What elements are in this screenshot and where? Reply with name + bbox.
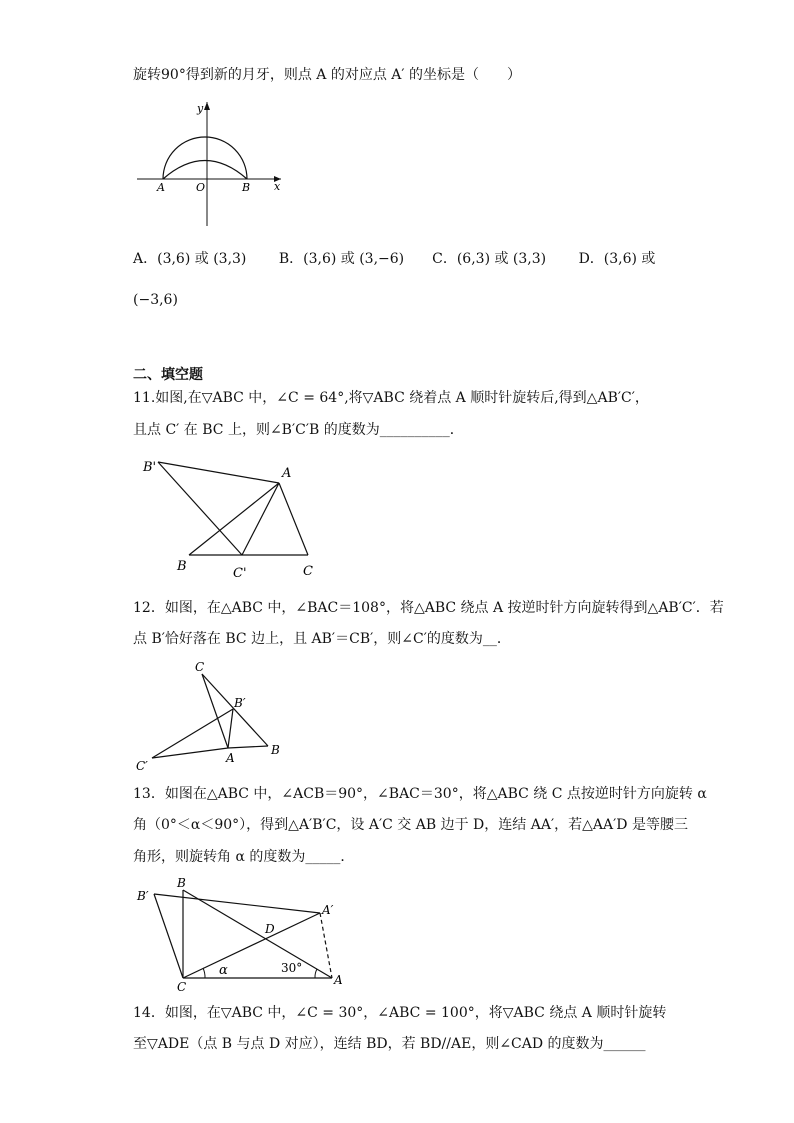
seg-AB — [228, 746, 268, 748]
seg-C1B1 — [152, 709, 233, 758]
label-A: A — [226, 751, 235, 765]
label-O: O — [196, 181, 206, 194]
seg-B1A1 — [154, 894, 320, 913]
label-C: C — [195, 660, 205, 674]
label-A: A — [334, 973, 343, 987]
q13-figure — [135, 874, 350, 992]
label-B: B — [177, 559, 187, 574]
seg-BA — [189, 483, 279, 555]
inner-arc — [163, 161, 247, 180]
seg-C1A — [152, 748, 228, 758]
label-C1: C′ — [136, 759, 148, 773]
q11-line1: 11.如图,在▽ABC 中，∠C = 64°,将▽ABC 绕着点 A 顺时针旋转后,得到△AB′C′， — [133, 390, 649, 406]
label-C1: C' — [233, 566, 247, 581]
alpha-arc — [203, 968, 205, 978]
label-alpha: α — [219, 963, 228, 978]
label-B: B — [242, 181, 251, 194]
q11-line2: 且点 C′ 在 BC 上，则∠B′C′B 的度数为__________． — [133, 422, 464, 438]
seg-AB1 — [228, 709, 233, 748]
q13-line2: 角（0°＜α＜90°），得到△A′B′C，设 A′C 交 AB 边于 D，连结 AA′，若△AA′D 是等腰三 — [133, 817, 688, 833]
label-y: y — [197, 102, 204, 115]
q14-line1: 14．如图，在▽ABC 中，∠C = 30°，∠ABC = 100°，将▽ABC 绕点 A 顺时针旋转 — [133, 1005, 667, 1021]
q10-option-d-cont: (−3,6) — [133, 292, 178, 308]
q12-line2: 点 B′恰好落在 BC 边上，且 AB′＝CB′，则∠C′的度数为__． — [133, 631, 511, 647]
seg-AC — [279, 483, 308, 555]
label-30: 30° — [281, 961, 303, 975]
angle30-arc — [315, 969, 317, 978]
label-A: A — [157, 181, 165, 194]
seg-CB — [202, 674, 268, 746]
q11-figure — [135, 452, 325, 584]
q12-line1: 12．如图，在△ABC 中，∠BAC＝108°，将△ABC 绕点 A 按逆时针方向旋转得到△AB′C′．若 — [133, 600, 724, 616]
seg-B1C — [154, 894, 183, 978]
section-heading: 二、填空题 — [133, 367, 203, 383]
seg-AA1 — [320, 913, 332, 978]
label-B1: B′ — [137, 889, 149, 903]
seg-C1A — [242, 483, 279, 555]
seg-CA — [202, 674, 228, 748]
label-B: B — [271, 743, 280, 757]
label-x: x — [274, 180, 281, 193]
seg-BA — [183, 890, 332, 978]
label-D: D — [265, 922, 275, 936]
q10-text: 旋转90°得到新的月牙，则点 A 的对应点 A′ 的坐标是（ ） — [133, 67, 522, 83]
label-B1: B′ — [234, 696, 246, 710]
label-A1: A′ — [322, 903, 334, 917]
q10-figure — [135, 98, 285, 230]
label-C: C — [303, 564, 313, 579]
y-axis-arrow — [204, 102, 210, 110]
q10-options: A．(3,6) 或 (3,3) B．(3,6) 或 (3,−6) C．(6,3) 或 (3,3) D．(3,6) 或 — [133, 251, 656, 267]
q14-line2: 至▽ADE（点 B 与点 D 对应），连结 BD，若 BD//AE，则∠CAD 的度数为______ — [133, 1036, 646, 1052]
q13-line1: 13．如图在△ABC 中，∠ACB＝90°，∠BAC＝30°，将△ABC 绕 C 点按逆时针方向旋转 α — [133, 786, 707, 802]
label-C: C — [177, 980, 187, 992]
seg-B1A — [158, 462, 279, 483]
seg-B1C1 — [158, 462, 242, 555]
outer-arc — [163, 137, 247, 179]
q12-figure — [135, 656, 295, 778]
label-B: B — [177, 876, 186, 890]
q13-line3: 角形，则旋转角 α 的度数为_____． — [133, 849, 355, 865]
label-A: A — [282, 466, 292, 481]
label-B1: B' — [143, 460, 157, 475]
